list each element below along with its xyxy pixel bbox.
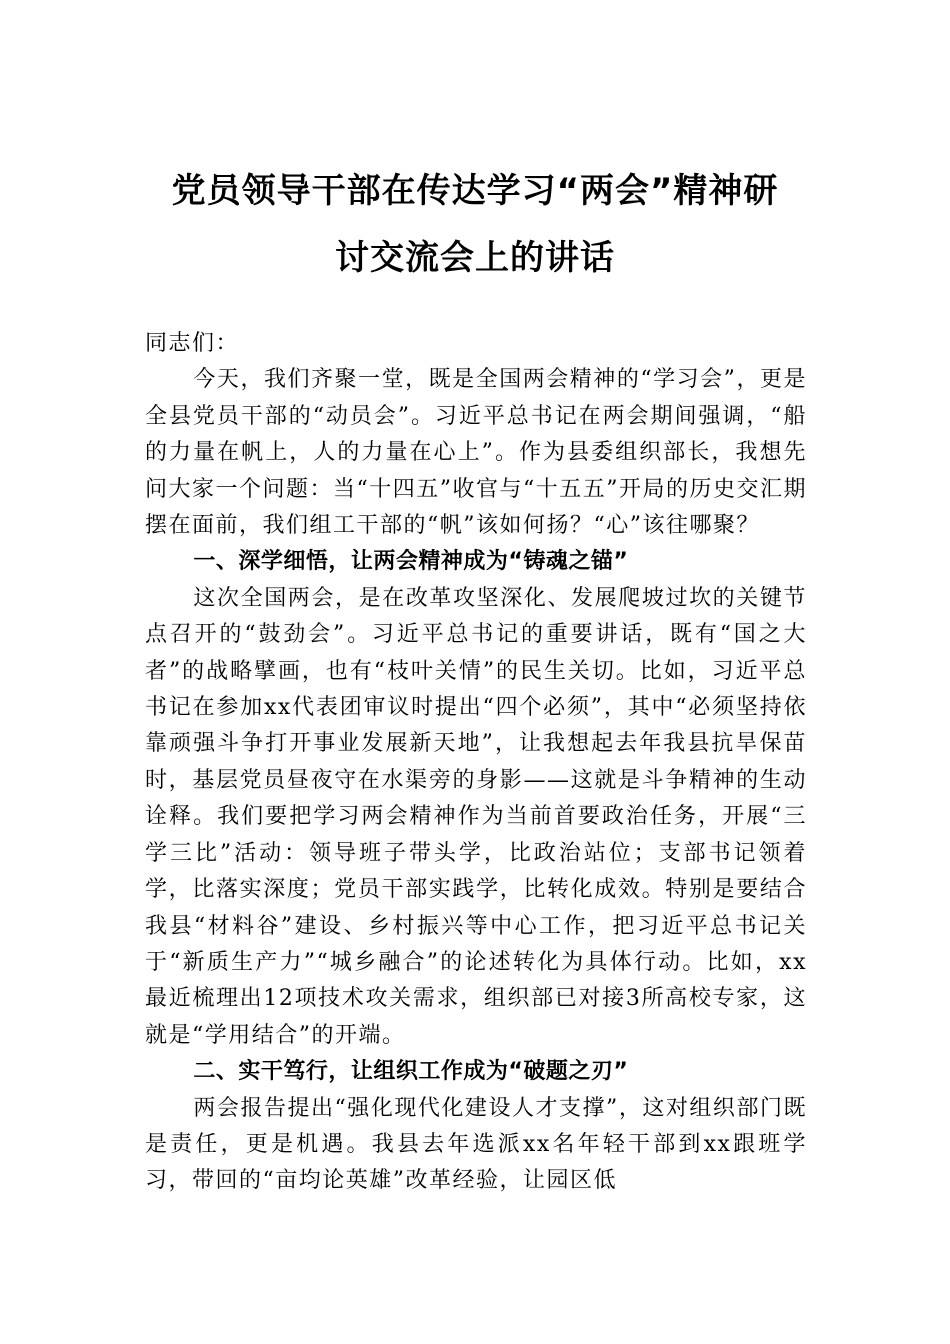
salutation: 同志们： [145,331,240,356]
section-heading-1: 一、深学细悟，让两会精神成为“铸魂之锚” [193,549,629,575]
paragraph-section-1: 这次全国两会，是在改革攻坚深化、发展爬坡过坎的关键节点召开的“鼓劲会”。习近平总书记的重要讲话，既有“国之大者”的战略擘画，也有“枝叶关情”的民生关切。比如，习近平总书记在参加xx代表团审议时提出“四个必须”，其中“必须坚持依靠顽强斗争打开事业发展新天地”，让我想起去年我县抗旱保苗时，基层党员昼夜守在水渠旁的身影——这就是斗争精神的生动诠释。我们要把学习两会精神作为当前首要政治任务，开展“三学三比”活动：领导班子带头学，比政治站位；支部书记领着学，比落实深度；党员干部实践学，比转化成效。特别是要结合我县“材料谷”建设、乡村振兴等中心工作，把习近平总书记关于“新质生产力”“城乡融合”的论述转化为具体行动。比如，xx最近梳理出12项技术攻关需求，组织部已对接3所高校专家，这就是“学用结合”的开端。 [145,585,807,1048]
document-title-line-1: 党员领导干部在传达学习“两会”精神研 [171,171,779,211]
paragraph-intro: 今天，我们齐聚一堂，既是全国两会精神的“学习会”，更是全县党员干部的“动员会”。习近平总书记在两会期间强调，“船的力量在帆上，人的力量在心上”。作为县委组织部长，我想先问大家一个问题：当“十四五”收官与“十五五”开局的历史交汇期摆在面前，我们组工干部的“帆”该如何扬？“心”该往哪聚？ [145,367,807,539]
section-heading-2: 二、实干笃行，让组织工作成为“破题之刃” [193,1059,629,1085]
document-body [145,326,807,1200]
document-title-line-2: 讨交流会上的讲话 [335,238,615,278]
paragraph-section-2: 两会报告提出“强化现代化建设人才支撑”，这对组织部门既是责任，更是机遇。我县去年选派xx名年轻干部到xx跟班学习，带回的“亩均论英雄”改革经验，让园区低 [145,1095,807,1194]
